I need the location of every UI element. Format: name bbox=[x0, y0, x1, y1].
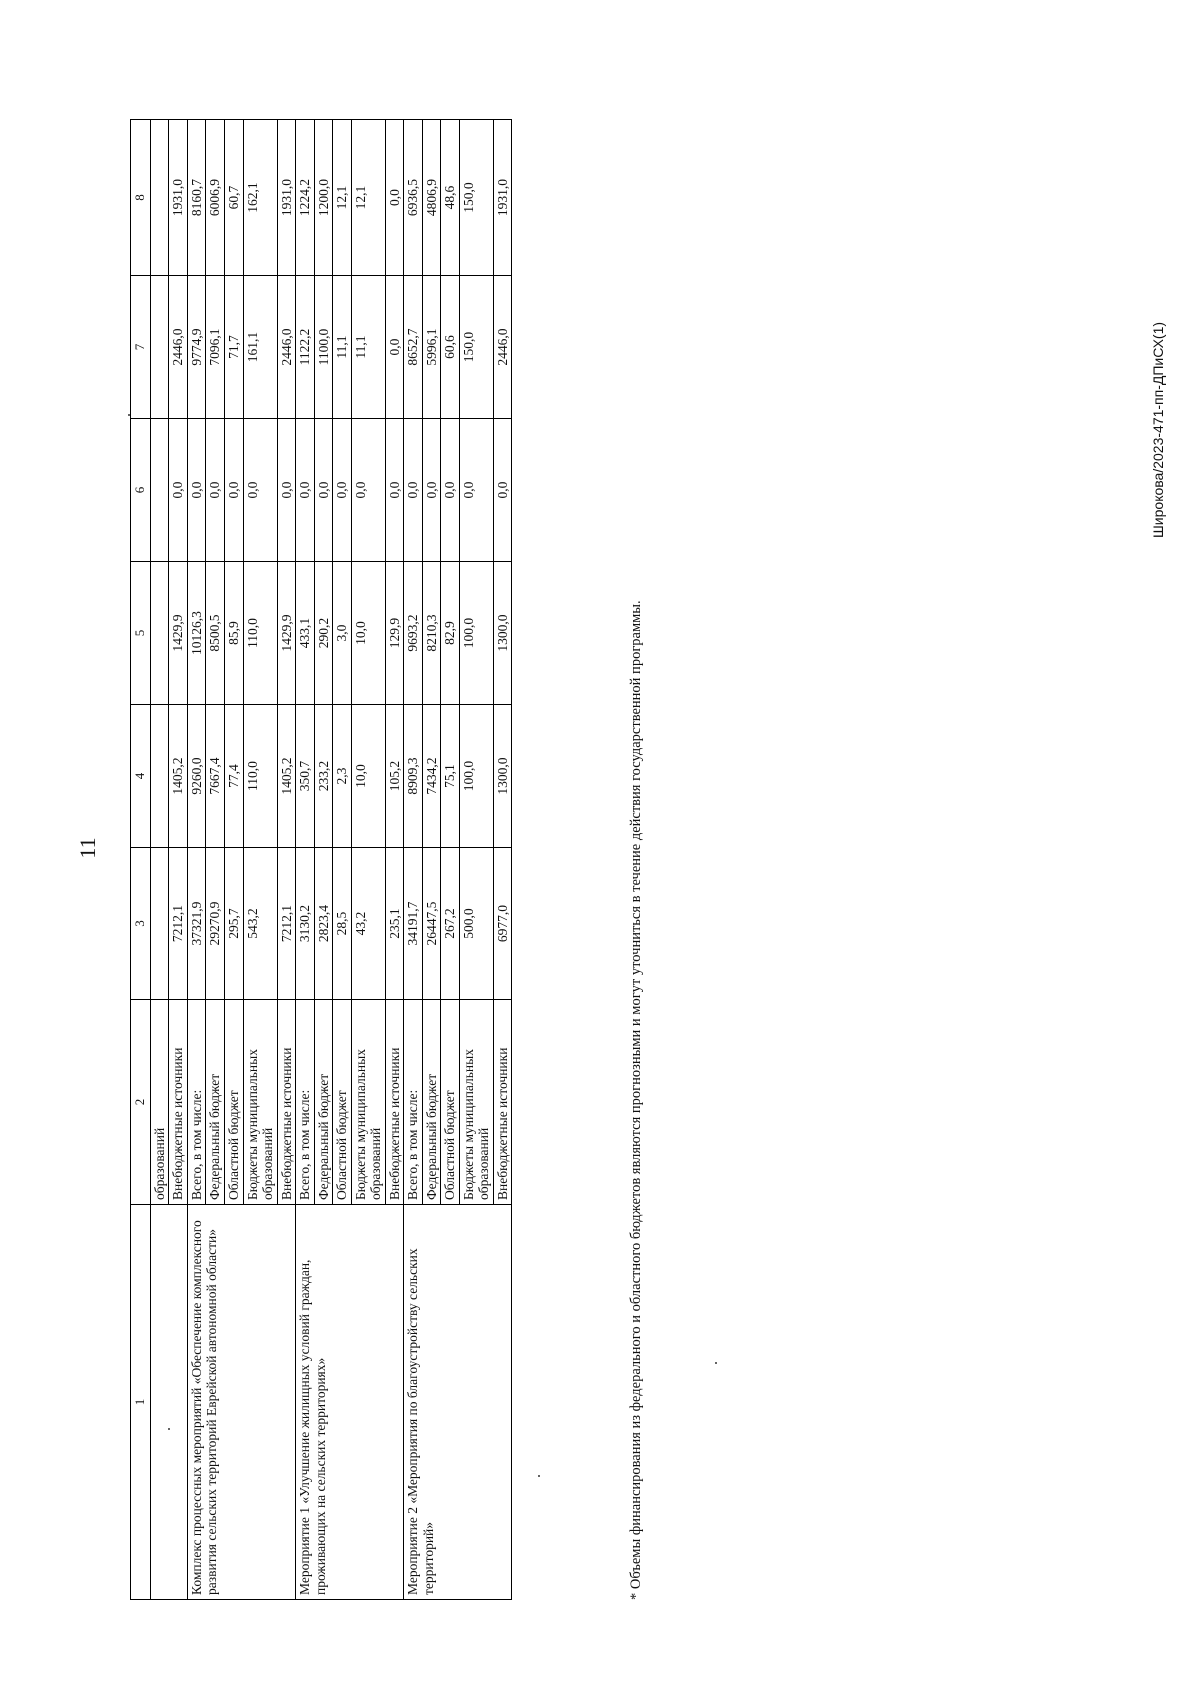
funding-source-cell: Областной бюджет bbox=[441, 1000, 460, 1205]
value-cell: 233,2 bbox=[314, 705, 333, 848]
value-cell: 161,1 bbox=[243, 276, 277, 419]
funding-source-cell: образований bbox=[150, 1000, 169, 1205]
activity-name-cell: Мероприятие 1 «Улучшение жилищных условий граждан, проживающих на сельских территориях» bbox=[296, 1205, 404, 1600]
funding-source-cell: Всего, в том числе: bbox=[404, 1000, 423, 1205]
funding-source-cell: Бюджеты муниципальных образований bbox=[243, 1000, 277, 1205]
value-cell: 3,0 bbox=[333, 562, 352, 705]
value-cell: 433,1 bbox=[296, 562, 315, 705]
funding-source-cell: Федеральный бюджет bbox=[206, 1000, 225, 1205]
header-cell: 7 bbox=[131, 276, 151, 419]
value-cell: 71,7 bbox=[225, 276, 244, 419]
value-cell: 1405,2 bbox=[277, 705, 296, 848]
value-cell: 8210,3 bbox=[422, 562, 441, 705]
value-cell: 0,0 bbox=[206, 419, 225, 562]
funding-source-cell: Всего, в том числе: bbox=[296, 1000, 315, 1205]
value-cell: 100,0 bbox=[459, 705, 493, 848]
value-cell: 7096,1 bbox=[206, 276, 225, 419]
value-cell: 7434,2 bbox=[422, 705, 441, 848]
value-cell: 0,0 bbox=[351, 419, 385, 562]
value-cell: 43,2 bbox=[351, 848, 385, 1000]
value-cell bbox=[150, 419, 169, 562]
rotated-page-content bbox=[130, 120, 650, 1600]
footnote: * Объемы финансирования из федерального и областного бюджетов являются прогнозными и могут уточниться в течение действия государственной программы. bbox=[628, 600, 644, 1600]
table-row bbox=[187, 120, 206, 1600]
value-cell: 0,0 bbox=[314, 419, 333, 562]
funding-source-cell: Областной бюджет bbox=[225, 1000, 244, 1205]
value-cell bbox=[150, 848, 169, 1000]
value-cell bbox=[150, 562, 169, 705]
value-cell: 129,9 bbox=[385, 562, 404, 705]
value-cell: 0,0 bbox=[187, 419, 206, 562]
value-cell: 8160,7 bbox=[187, 120, 206, 276]
table-header-row bbox=[131, 120, 151, 1600]
funding-source-cell: Бюджеты муниципальных образований bbox=[351, 1000, 385, 1205]
value-cell: 4806,9 bbox=[422, 120, 441, 276]
value-cell: 10126,3 bbox=[187, 562, 206, 705]
value-cell: 2823,4 bbox=[314, 848, 333, 1000]
value-cell: 3130,2 bbox=[296, 848, 315, 1000]
value-cell: 2446,0 bbox=[493, 276, 512, 419]
value-cell: 0,0 bbox=[385, 419, 404, 562]
value-cell: 1429,9 bbox=[277, 562, 296, 705]
value-cell: 7212,1 bbox=[277, 848, 296, 1000]
value-cell: 2446,0 bbox=[169, 276, 188, 419]
funding-source-cell: Внебюджетные источники bbox=[277, 1000, 296, 1205]
value-cell bbox=[150, 705, 169, 848]
value-cell: 267,2 bbox=[441, 848, 460, 1000]
value-cell: 11,1 bbox=[351, 276, 385, 419]
value-cell: 8909,3 bbox=[404, 705, 423, 848]
value-cell: 8652,7 bbox=[404, 276, 423, 419]
value-cell: 0,0 bbox=[459, 419, 493, 562]
value-cell: 85,9 bbox=[225, 562, 244, 705]
value-cell: 8500,5 bbox=[206, 562, 225, 705]
value-cell: 1100,0 bbox=[314, 276, 333, 419]
value-cell: 5996,1 bbox=[422, 276, 441, 419]
funding-source-cell: Федеральный бюджет bbox=[314, 1000, 333, 1205]
value-cell: 1300,0 bbox=[493, 705, 512, 848]
value-cell: 9774,9 bbox=[187, 276, 206, 419]
value-cell: 1405,2 bbox=[169, 705, 188, 848]
header-cell: 1 bbox=[131, 1205, 151, 1600]
value-cell: 0,0 bbox=[385, 120, 404, 276]
value-cell: 295,7 bbox=[225, 848, 244, 1000]
value-cell: 543,2 bbox=[243, 848, 277, 1000]
value-cell: 0,0 bbox=[169, 419, 188, 562]
document-code: Широкова/2023-471-пп-ДПиСХ(1) bbox=[1150, 321, 1166, 539]
value-cell: 0,0 bbox=[385, 276, 404, 419]
value-cell: 0,0 bbox=[225, 419, 244, 562]
value-cell: 48,6 bbox=[441, 120, 460, 276]
value-cell: 6006,9 bbox=[206, 120, 225, 276]
header-cell: 2 bbox=[131, 1000, 151, 1205]
value-cell: 1300,0 bbox=[493, 562, 512, 705]
value-cell: 60,6 bbox=[441, 276, 460, 419]
value-cell: 6936,5 bbox=[404, 120, 423, 276]
value-cell: 29270,9 bbox=[206, 848, 225, 1000]
value-cell: 34191,7 bbox=[404, 848, 423, 1000]
value-cell: 0,0 bbox=[333, 419, 352, 562]
value-cell: 9260,0 bbox=[187, 705, 206, 848]
value-cell: 11,1 bbox=[333, 276, 352, 419]
value-cell: 2446,0 bbox=[277, 276, 296, 419]
value-cell: 12,1 bbox=[333, 120, 352, 276]
value-cell: 290,2 bbox=[314, 562, 333, 705]
activity-name-cell: Мероприятие 2 «Мероприятия по благоустройству сельских территорий» bbox=[404, 1205, 512, 1600]
value-cell: 1931,0 bbox=[169, 120, 188, 276]
funding-source-cell: Внебюджетные источники bbox=[493, 1000, 512, 1205]
page-number: 11 bbox=[75, 837, 100, 859]
value-cell: 1200,0 bbox=[314, 120, 333, 276]
value-cell: 100,0 bbox=[459, 562, 493, 705]
value-cell: 0,0 bbox=[243, 419, 277, 562]
value-cell: 235,1 bbox=[385, 848, 404, 1000]
value-cell: 500,0 bbox=[459, 848, 493, 1000]
value-cell: 110,0 bbox=[243, 705, 277, 848]
activity-name-cell bbox=[150, 1205, 187, 1600]
value-cell: 60,7 bbox=[225, 120, 244, 276]
value-cell bbox=[150, 276, 169, 419]
activity-name-cell: Комплекс процессных мероприятий «Обеспечение комплексного развития сельских территорий Еврейской автономной области» bbox=[187, 1205, 295, 1600]
value-cell: 105,2 bbox=[385, 705, 404, 848]
value-cell: 10,0 bbox=[351, 562, 385, 705]
value-cell: 2,3 bbox=[333, 705, 352, 848]
funding-source-cell: Всего, в том числе: bbox=[187, 1000, 206, 1205]
value-cell: 7667,4 bbox=[206, 705, 225, 848]
value-cell: 1429,9 bbox=[169, 562, 188, 705]
value-cell: 0,0 bbox=[277, 419, 296, 562]
header-cell: 5 bbox=[131, 562, 151, 705]
value-cell: 150,0 bbox=[459, 120, 493, 276]
value-cell: 9693,2 bbox=[404, 562, 423, 705]
funding-source-cell: Внебюджетные источники bbox=[169, 1000, 188, 1205]
value-cell: 0,0 bbox=[296, 419, 315, 562]
value-cell: 1224,2 bbox=[296, 120, 315, 276]
value-cell: 37321,9 bbox=[187, 848, 206, 1000]
header-cell: 3 bbox=[131, 848, 151, 1000]
header-cell: 8 bbox=[131, 120, 151, 276]
funding-source-cell: Бюджеты муниципальных образований bbox=[459, 1000, 493, 1205]
value-cell: 7212,1 bbox=[169, 848, 188, 1000]
value-cell: 10,0 bbox=[351, 705, 385, 848]
value-cell: 162,1 bbox=[243, 120, 277, 276]
value-cell: 110,0 bbox=[243, 562, 277, 705]
value-cell: 82,9 bbox=[441, 562, 460, 705]
funding-source-cell: Внебюджетные источники bbox=[385, 1000, 404, 1205]
table-row bbox=[404, 120, 423, 1600]
financing-table bbox=[130, 119, 512, 1600]
value-cell: 1931,0 bbox=[277, 120, 296, 276]
header-cell: 4 bbox=[131, 705, 151, 848]
value-cell: 28,5 bbox=[333, 848, 352, 1000]
value-cell: 0,0 bbox=[422, 419, 441, 562]
table-row bbox=[150, 120, 169, 1600]
value-cell: 1931,0 bbox=[493, 120, 512, 276]
value-cell bbox=[150, 120, 169, 276]
value-cell: 1122,2 bbox=[296, 276, 315, 419]
scan-dot bbox=[715, 1362, 717, 1364]
value-cell: 150,0 bbox=[459, 276, 493, 419]
value-cell: 26447,5 bbox=[422, 848, 441, 1000]
value-cell: 12,1 bbox=[351, 120, 385, 276]
funding-source-cell: Областной бюджет bbox=[333, 1000, 352, 1205]
value-cell: 0,0 bbox=[493, 419, 512, 562]
value-cell: 75,1 bbox=[441, 705, 460, 848]
value-cell: 0,0 bbox=[404, 419, 423, 562]
table-row bbox=[296, 120, 315, 1600]
value-cell: 6977,0 bbox=[493, 848, 512, 1000]
value-cell: 0,0 bbox=[441, 419, 460, 562]
header-cell: 6 bbox=[131, 419, 151, 562]
value-cell: 350,7 bbox=[296, 705, 315, 848]
funding-source-cell: Федеральный бюджет bbox=[422, 1000, 441, 1205]
value-cell: 77,4 bbox=[225, 705, 244, 848]
